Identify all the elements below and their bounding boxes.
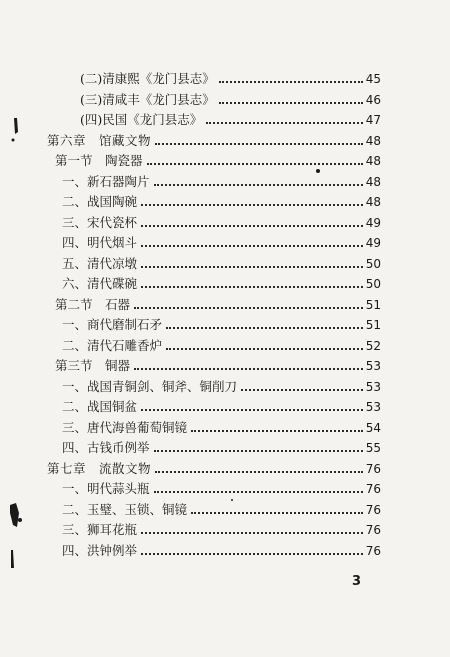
- toc-entry-page: 54: [365, 420, 381, 435]
- toc-entry-title: 一、新石器陶片: [62, 173, 150, 189]
- toc-entry-page: 50: [365, 256, 381, 271]
- toc-entry-page: 48: [365, 174, 381, 189]
- toc-entry-title: (四)民国《龙门县志》: [80, 112, 203, 127]
- toc-entry-page: 76: [365, 543, 381, 558]
- toc-entry-page: 46: [365, 92, 381, 107]
- toc-entry-title: 一、明代蒜头瓶: [62, 481, 150, 496]
- toc-entry-page: 51: [365, 318, 381, 332]
- toc-entry-page: 52: [365, 338, 381, 353]
- toc-entry-title: 第六章 馆藏文物: [47, 132, 152, 148]
- toc-entry-title: 二、玉璧、玉锁、铜镜: [62, 501, 188, 517]
- toc-entry-page: 49: [365, 215, 381, 230]
- toc-entry-title: 二、战国陶碗: [62, 194, 138, 209]
- toc-entry-title: 五、清代凉墩: [62, 255, 138, 271]
- toc-entry-title: 一、商代磨制石矛: [62, 317, 163, 332]
- toc-entry-page: 50: [365, 277, 381, 291]
- toc-entry-page: 55: [365, 441, 381, 455]
- toc-entry-page: 49: [365, 236, 381, 250]
- toc-entry-title: 一、战国青铜剑、铜斧、铜削刀: [62, 378, 238, 394]
- toc-entry-title: 第七章 流散文物: [47, 460, 152, 476]
- toc-entry-title: 六、清代碟碗: [62, 276, 138, 291]
- toc-entry-title: 二、清代石雕香炉: [62, 337, 163, 353]
- toc-entry-title: 四、明代烟斗: [62, 235, 138, 250]
- toc-entry-page: 53: [365, 400, 381, 414]
- toc-entry-page: 48: [365, 154, 381, 168]
- toc-entry-title: 四、古钱币例举: [62, 440, 150, 455]
- toc-entry-title: 第一节 陶瓷器: [55, 153, 143, 168]
- toc-entry-page: 76: [365, 461, 381, 476]
- toc-entry-page: 51: [365, 297, 381, 312]
- toc-entry-page: 53: [365, 379, 381, 394]
- toc-entry-title: 第二节 石器: [55, 296, 131, 312]
- toc-entry-title: 第三节 铜器: [55, 358, 131, 373]
- toc-entry-page: 48: [365, 195, 381, 209]
- toc-entry-page: 45: [365, 72, 381, 86]
- toc-entry-title: 四、洪钟例举: [62, 542, 138, 558]
- toc-entry-page: 48: [365, 133, 381, 148]
- toc-entry-page: 47: [365, 113, 381, 127]
- toc-entry-title: 三、宋代瓷杯: [62, 214, 138, 230]
- toc-entry-page: 76: [365, 502, 381, 517]
- toc-entry-title: (二)清康熙《龙门县志》: [80, 71, 215, 86]
- toc-entry-title: (三)清咸丰《龙门县志》: [80, 91, 215, 107]
- toc-entry-title: 三、狮耳花瓶: [62, 522, 138, 537]
- toc-entry-page: 76: [365, 523, 381, 537]
- page-number: 3: [352, 574, 362, 589]
- toc-entry-page: 76: [365, 482, 381, 496]
- toc-entry-title: 二、战国铜盆: [62, 399, 138, 414]
- toc-entry-title: 三、唐代海兽葡萄铜镜: [62, 419, 188, 435]
- toc-entry-page: 53: [365, 359, 381, 373]
